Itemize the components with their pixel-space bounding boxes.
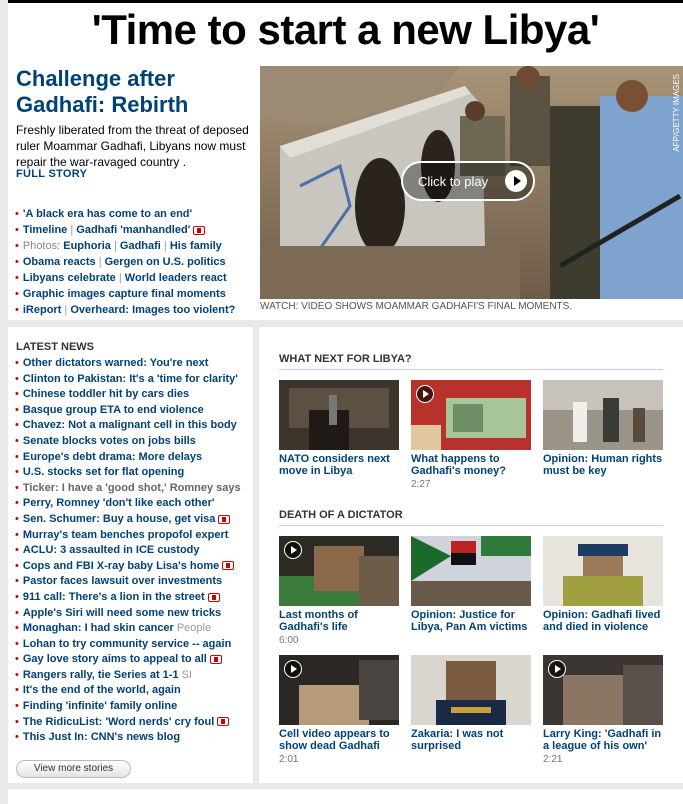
list-item: • Ticker: I have a 'good shot,' Romney says [15, 481, 241, 494]
play-label: Click to play [418, 174, 489, 189]
click-to-play-button[interactable] [401, 161, 535, 201]
list-item [15, 286, 261, 302]
list-item: • Perry, Romney 'don't like each other' [15, 497, 215, 510]
video-caption[interactable]: WATCH: VIDEO SHOWS MOAMMAR GADHAFI'S FINAL MOMENTS. [260, 301, 573, 312]
news-link[interactable]: Pastor faces lawsuit over investments [22, 575, 223, 588]
link-euphoria[interactable]: Euphoria [63, 240, 111, 252]
list-item: • Libyans celebrate | World leaders react [15, 272, 227, 284]
photo-credit: AFP/GETTY IMAGES [672, 74, 681, 152]
play-icon [505, 170, 527, 192]
hero-panel [8, 60, 683, 320]
link-black-era[interactable]: 'A black era has come to an end' [22, 208, 193, 220]
si-tag[interactable]: SI [181, 668, 192, 681]
hero-video-image[interactable] [260, 66, 683, 299]
caption-link[interactable]: Opinion: Human rights must be key [543, 453, 663, 477]
news-link[interactable]: Gay love story aims to appeal to all [22, 653, 207, 666]
full-story-link[interactable]: FULL STORY [16, 168, 88, 180]
link-obama[interactable]: Obama reacts [22, 256, 96, 268]
thumb-zakaria[interactable] [411, 655, 531, 725]
news-link[interactable]: ACLU: 3 assaulted in ICE custody [22, 544, 200, 557]
list-item: • Finding 'infinite' family online [15, 700, 178, 713]
list-item: • Photos: Euphoria | Gadhafi | His family [15, 240, 222, 252]
video-icon [222, 561, 234, 570]
bullet: • [15, 272, 19, 284]
latest-news-list [15, 356, 253, 746]
bullet: • [15, 208, 19, 220]
list-item: • Rangers rally, tie Series at 1-1 SI [15, 668, 192, 681]
news-link[interactable]: Finding 'infinite' family online [22, 700, 178, 713]
news-link[interactable]: The RidicuList: 'Word nerds' cry foul [22, 715, 215, 728]
thumb-cell-video[interactable] [279, 655, 399, 725]
play-icon [284, 660, 302, 678]
duration: 2:21 [543, 754, 563, 765]
news-link[interactable]: Basque group ETA to end violence [22, 403, 204, 416]
caption-link[interactable]: NATO considers next move in Libya [279, 453, 390, 477]
thumb-last-months[interactable] [279, 536, 399, 606]
news-link[interactable]: Murray's team benches propofol expert [22, 528, 229, 541]
news-link[interactable]: Perry, Romney 'don't like each other' [22, 497, 215, 510]
link-graphic-images[interactable]: Graphic images capture final moments [22, 288, 226, 300]
photos-label: Photos: [22, 240, 61, 252]
news-link[interactable]: Ticker: I have a 'good shot,' Romney says [22, 481, 241, 494]
latest-news-heading: LATEST NEWS [16, 341, 95, 353]
video-icon [217, 717, 229, 726]
bullet: • [15, 240, 19, 252]
bullet: • [15, 224, 19, 236]
main-headline[interactable]: 'Time to start a new Libya' [8, 3, 683, 60]
list-item: • Clinton to Pakistan: It's a 'time for clarity' [15, 372, 238, 385]
list-item: • Murray's team benches propofol expert [15, 528, 229, 541]
list-item: • Lohan to try community service -- again [15, 637, 232, 650]
divider [279, 369, 663, 370]
caption-link[interactable]: Zakaria: I was not surprised [411, 728, 504, 752]
thumb-justice[interactable] [411, 536, 531, 606]
hero-description: Freshly liberated from the threat of deposed ruler Moammar Gadhafi, Libyans now must repair the war-ravaged country . [16, 123, 249, 169]
link-ireport[interactable]: iReport [22, 304, 62, 316]
divider [279, 525, 663, 526]
news-link[interactable]: Cops and FBI X-ray baby Lisa's home [22, 559, 220, 572]
link-world-leaders[interactable]: World leaders react [124, 272, 227, 284]
list-item [15, 206, 261, 222]
what-next-heading: WHAT NEXT FOR LIBYA? [279, 353, 412, 365]
bullet: • [15, 256, 19, 268]
hero-title-link[interactable]: Challenge after Gadhafi: Rebirth [16, 66, 189, 117]
play-icon [284, 541, 302, 559]
link-overheard[interactable]: Overheard: Images too violent? [70, 304, 236, 316]
death-dictator-heading: DEATH OF A DICTATOR [279, 509, 403, 521]
list-item: • 911 call: There's a lion in the street [15, 590, 253, 606]
caption-link[interactable]: Opinion: Justice for Libya, Pan Am victims [411, 609, 528, 633]
news-link[interactable]: U.S. stocks set for flat opening [22, 466, 185, 479]
list-item: • Europe's debt drama: More delays [15, 450, 203, 463]
link-family[interactable]: His family [169, 240, 222, 252]
link-gadhafi[interactable]: Gadhafi [119, 240, 161, 252]
news-link[interactable]: Other dictators warned: You're next [22, 357, 209, 369]
latest-news-panel [8, 327, 253, 783]
bottom-panel-edge [8, 789, 683, 804]
news-link[interactable]: Monaghan: I had skin cancer [22, 622, 174, 635]
video-icon [210, 655, 222, 664]
news-link[interactable]: Europe's debt drama: More delays [22, 450, 203, 463]
link-manhandled[interactable]: Gadhafi 'manhandled' [76, 224, 191, 236]
list-item: • This Just In: CNN's news blog [15, 731, 181, 744]
list-item: • Obama reacts | Gergen on U.S. politics [15, 256, 226, 268]
caption-link[interactable]: Opinion: Gadhafi lived and died in violence [543, 609, 661, 633]
list-item: • Timeline | Gadhafi 'manhandled' [15, 222, 261, 238]
list-item: • Basque group ETA to end violence [15, 403, 204, 416]
media-panel [259, 327, 683, 783]
list-item: • U.S. stocks set for flat opening [15, 466, 185, 479]
thumb-larry-king[interactable] [543, 655, 663, 725]
list-item: • Chinese toddler hit by cars dies [15, 388, 190, 401]
news-link[interactable]: Rangers rally, tie Series at 1-1 [22, 668, 179, 681]
news-link[interactable]: Lohan to try community service -- again [22, 637, 232, 650]
news-link[interactable]: Chinese toddler hit by cars dies [22, 388, 190, 401]
list-item: • ACLU: 3 assaulted in ICE custody [15, 544, 200, 557]
video-icon [208, 593, 220, 602]
play-icon [548, 660, 566, 678]
news-link[interactable]: Clinton to Pakistan: It's a 'time for clarity' [22, 372, 238, 385]
video-icon [193, 226, 205, 235]
caption-link[interactable]: Larry King: 'Gadhafi in a league of his own' [543, 728, 662, 752]
news-link[interactable]: Apple's Siri will need some new tricks [22, 606, 222, 619]
people-tag[interactable]: People [176, 622, 212, 635]
list-item: • Sen. Schumer: Buy a house, get visa [15, 512, 253, 528]
list-item: • Monaghan: I had skin cancer People [15, 622, 212, 635]
link-gergen[interactable]: Gergen on U.S. politics [104, 256, 226, 268]
duration: 6:00 [279, 635, 299, 646]
list-item: • Apple's Siri will need some new tricks [15, 606, 222, 619]
bullet: • [15, 304, 19, 316]
caption-link[interactable]: Cell video appears to show dead Gadhafi [279, 728, 390, 752]
list-item: • Cops and FBI X-ray baby Lisa's home [15, 559, 253, 575]
thumb-nato[interactable] [279, 380, 399, 450]
view-more-stories-button[interactable]: View more stories [16, 760, 131, 778]
news-link[interactable]: Chavez: Not a malignant cell in this body [22, 419, 237, 432]
hero-related-links [15, 206, 261, 318]
list-item: • Other dictators warned: You're next [15, 357, 209, 369]
list-item: • Pastor faces lawsuit over investments [15, 575, 223, 588]
thumb-human-rights[interactable] [543, 380, 663, 450]
news-link[interactable]: Senate blocks votes on jobs bills [22, 434, 196, 447]
caption-link[interactable]: Last months of Gadhafi's life [279, 609, 358, 633]
thumb-money[interactable] [411, 380, 531, 450]
link-timeline[interactable]: Timeline [22, 224, 68, 236]
duration: 2:01 [279, 754, 299, 765]
caption-link[interactable]: What happens to Gadhafi's money? [411, 453, 506, 477]
news-link[interactable]: 911 call: There's a lion in the street [22, 590, 205, 603]
thumb-lived-died[interactable] [543, 536, 663, 606]
news-link[interactable]: It's the end of the world, again [22, 684, 181, 697]
news-link[interactable]: This Just In: CNN's news blog [22, 731, 181, 744]
play-icon [416, 385, 434, 403]
video-icon [218, 515, 230, 524]
list-item: • Gay love story aims to appeal to all [15, 652, 253, 668]
link-libyans-celebrate[interactable]: Libyans celebrate [22, 272, 116, 284]
list-item: • Senate blocks votes on jobs bills [15, 434, 196, 447]
list-item: • Chavez: Not a malignant cell in this body [15, 419, 237, 432]
list-item: • The RidicuList: 'Word nerds' cry foul [15, 715, 253, 731]
bullet: • [15, 288, 19, 300]
duration: 2:27 [411, 479, 431, 490]
list-item: • It's the end of the world, again [15, 684, 181, 697]
list-item: • iReport | Overheard: Images too violent? [15, 304, 236, 316]
news-link[interactable]: Sen. Schumer: Buy a house, get visa [22, 512, 216, 525]
